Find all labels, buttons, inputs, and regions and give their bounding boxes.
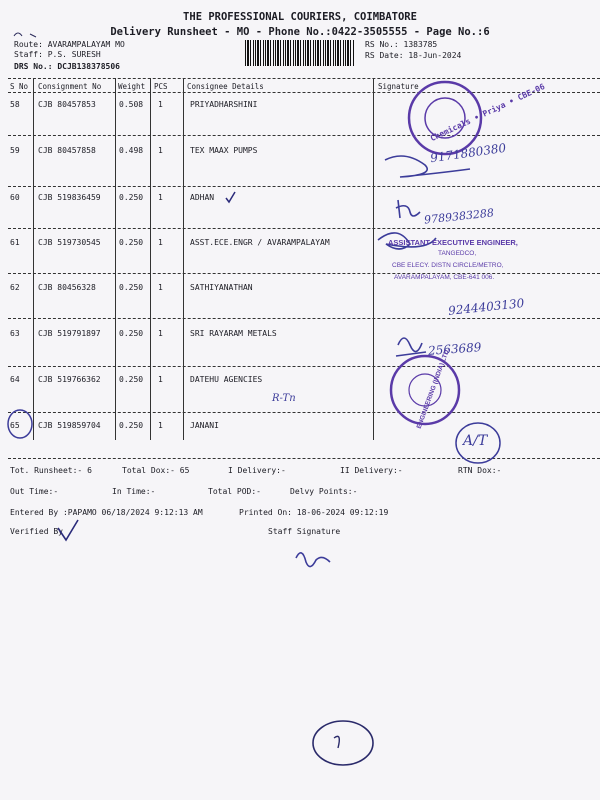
row-pcs: 1 (158, 146, 163, 155)
row-pcs: 1 (158, 329, 163, 338)
row-weight: 0.250 (119, 238, 144, 247)
row64-note: R-Tn (272, 393, 296, 404)
row-sno: 62 (10, 283, 20, 292)
row-sno: 60 (10, 193, 20, 202)
row-pcs: 1 (158, 283, 163, 292)
col-header-pcs: PCS (154, 82, 168, 91)
col-header-sno: S No (10, 82, 29, 91)
row62-phone: 9244403130 (447, 296, 525, 318)
rs-date: RS Date: 18-Jun-2024 (365, 51, 462, 60)
row-sno: 59 (10, 146, 20, 155)
entered-by: Entered By :PAPAMO 06/18/2024 9:12:13 AM (10, 508, 203, 517)
check-mark (226, 192, 235, 202)
row-sno: 65 (10, 421, 20, 430)
signature-scribble (396, 338, 426, 356)
route-label: Route: AVARAMPALAYAM MO (14, 40, 125, 49)
row-consignee: PRIYADHARSHINI (190, 100, 258, 109)
row-circle-mark (8, 410, 32, 438)
row-weight: 0.508 (119, 100, 144, 109)
row-weight: 0.250 (119, 283, 144, 292)
staff-signature (296, 553, 330, 567)
printed-on: Printed On: 18-06-2024 09:12:19 (239, 508, 389, 517)
row-consignee: SATHIYANATHAN (190, 283, 253, 292)
out-time: Out Time:- (10, 487, 59, 496)
engineer-stamp-line3: CBE ELECY. DISTN CIRCLE/METRO, (392, 262, 504, 269)
row-weight: 0.250 (119, 329, 144, 338)
row-consignee: TEX MAAX PUMPS (190, 146, 258, 155)
bottom-circle-mark (313, 721, 373, 765)
i-delivery: I Delivery:- (228, 466, 286, 475)
row-weight: 0.250 (119, 421, 144, 430)
row-consignment: CJB 80456328 (38, 283, 96, 292)
row-consignment: CJB 519766362 (38, 375, 101, 384)
row-pcs: 1 (158, 421, 163, 430)
row-sno: 63 (10, 329, 20, 338)
row-pcs: 1 (158, 238, 163, 247)
verified-by: Verified By (10, 527, 63, 536)
row63-number: 2563689 (427, 340, 482, 358)
staff-signature-label: Staff Signature (268, 527, 341, 536)
row-consignment: CJB 519791897 (38, 329, 101, 338)
row-consignee: ADHAN (190, 193, 215, 202)
delvy-points: Delvy Points:- (290, 487, 358, 496)
drs-number: DRS No.: DCJB138378506 (14, 62, 120, 71)
total-pod: Total POD:- (208, 487, 261, 496)
rtn-dox: RTN Dox:- (458, 466, 502, 475)
rs-number: RS No.: 1383785 (365, 40, 438, 49)
corner-mark (14, 33, 36, 37)
engineer-stamp-line4: AVARAMPALAYAM, CBE-641 006. (394, 274, 495, 281)
engineer-stamp-line2: TANGEDCO, (438, 250, 477, 257)
runsheet-subtitle: Delivery Runsheet - MO - Phone No.:0422-3505555 - Page No.:6 (110, 26, 490, 38)
bottom-circle-tick (334, 736, 339, 748)
row-consignee: DATEHU AGENCIES (190, 375, 263, 384)
row-consignee: ASST.ECE.ENGR / AVARAMPALAYAM (190, 238, 330, 247)
row-sno: 58 (10, 100, 20, 109)
total-dox: Total Dox:- 65 (122, 466, 190, 475)
col-header-weight: Weight (118, 82, 146, 91)
row-pcs: 1 (158, 100, 163, 109)
row60-phone: 9789383288 (423, 206, 495, 227)
total-runsheet: Tot. Runsheet:- 6 (10, 466, 92, 475)
col-header-signature: Signature (378, 82, 419, 91)
verified-check (58, 520, 78, 540)
engineer-stamp-line1: ASSISTANT EXECUTIVE ENGINEER, (388, 238, 518, 247)
col-header-consignment: Consignment No (38, 82, 102, 91)
staff-label: Staff: P.S. SURESH (14, 50, 101, 59)
row59-phone: 9171880380 (429, 140, 507, 166)
row-consignment: CJB 80457853 (38, 100, 96, 109)
row-sno: 64 (10, 375, 20, 384)
ii-delivery: II Delivery:- (340, 466, 403, 475)
signature-scribble (396, 200, 420, 218)
row-consignment: CJB 519859704 (38, 421, 101, 430)
row-weight: 0.250 (119, 375, 144, 384)
row-sno: 61 (10, 238, 20, 247)
row-consignment: CJB 519730545 (38, 238, 101, 247)
row-weight: 0.250 (119, 193, 144, 202)
col-header-consignee: Consignee Details (187, 82, 264, 91)
row-consignee: JANANI (190, 421, 219, 430)
row-consignment: CJB 519836459 (38, 193, 101, 202)
engineering-stamp-text: ENGINEERING (INDIA) LTD. (415, 347, 452, 430)
row-consignee: SRI RAYARAM METALS (190, 329, 277, 338)
in-time: In Time:- (112, 487, 156, 496)
row-pcs: 1 (158, 375, 163, 384)
company-title: THE PROFESSIONAL COURIERS, COIMBATORE (183, 11, 417, 23)
row65-initials: A/T (463, 433, 488, 449)
row-consignment: CJB 80457858 (38, 146, 96, 155)
row-pcs: 1 (158, 193, 163, 202)
row-weight: 0.498 (119, 146, 144, 155)
chemicals-stamp-text: Chemicals • Priya • CBE-06 (428, 81, 547, 144)
